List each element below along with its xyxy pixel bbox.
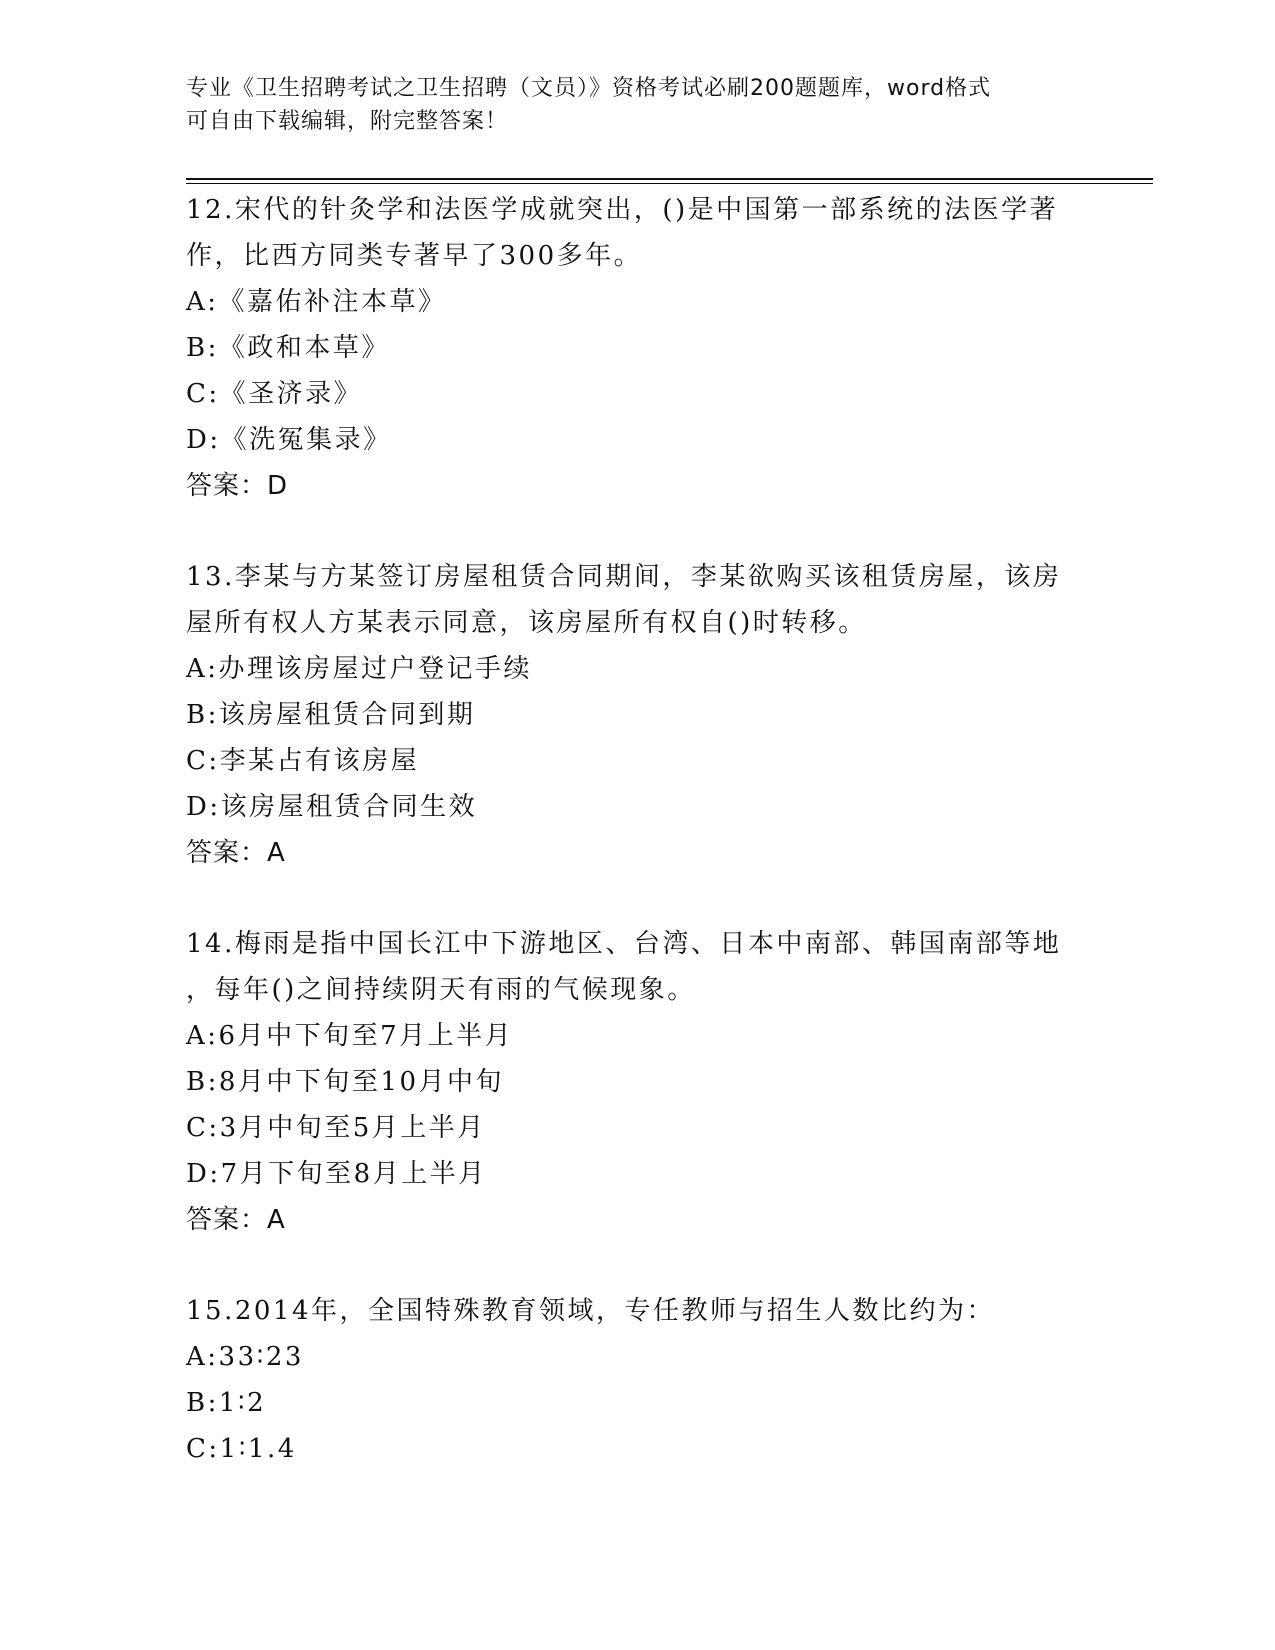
header-line-2: 可自由下载编辑，附完整答案！ [186,109,509,134]
question-list [186,187,1086,1517]
header-divider-thick [186,178,1153,180]
question-14 [186,921,1086,1243]
question-stem-line: 14.梅雨是指中国长江中下游地区、台湾、日本中南部、韩国南部等地 [186,929,1062,959]
option-d: D:《洗冤集录》 [186,425,392,455]
question-stem-line: 作，比西方同类专著早了300多年。 [186,241,643,271]
option-b: B:《政和本草》 [186,333,390,363]
option-a: A:《嘉佑补注本草》 [186,287,447,317]
header-divider-thin [186,183,1153,184]
answer-line: 答案：A [186,838,286,868]
option-a: A:办理该房屋过户登记手续 [186,654,533,684]
option-a: A:33∶23 [186,1342,304,1372]
answer-line: 答案：A [186,1205,286,1235]
option-a: A:6月中下旬至7月上半月 [186,1021,514,1051]
question-13 [186,554,1086,876]
option-d: D:7月下旬至8月上半月 [186,1159,487,1189]
document-header [186,72,1066,138]
question-stem-line: 13.李某与方某签订房屋租赁合同期间，李某欲购买该租赁房屋，该房 [186,562,1062,592]
option-c: C:1∶1.4 [186,1434,297,1464]
answer-line: 答案：D [186,471,289,501]
question-15 [186,1288,1086,1472]
option-c: C:《圣济录》 [186,379,363,409]
option-b: B:1∶2 [186,1388,267,1418]
question-stem-line: 15.2014年，全国特殊教育领域，专任教师与招生人数比约为： [186,1296,996,1326]
question-12 [186,187,1086,509]
option-d: D:该房屋租赁合同生效 [186,792,478,822]
option-c: C:3月中旬至5月上半月 [186,1113,486,1143]
question-stem-line: 屋所有权人方某表示同意，该房屋所有权自()时转移。 [186,608,867,638]
option-c: C:李某占有该房屋 [186,746,420,776]
header-line-1: 专业《卫生招聘考试之卫生招聘（文员）》资格考试必刷200题题库，word格式 [186,76,992,101]
question-stem-line: ，每年()之间持续阴天有雨的气候现象。 [186,975,696,1005]
option-b: B:该房屋租赁合同到期 [186,700,476,730]
option-b: B:8月中下旬至10月中旬 [186,1067,504,1097]
question-stem-line: 12.宋代的针灸学和法医学成就突出，()是中国第一部系统的法医学著 [186,195,1059,225]
